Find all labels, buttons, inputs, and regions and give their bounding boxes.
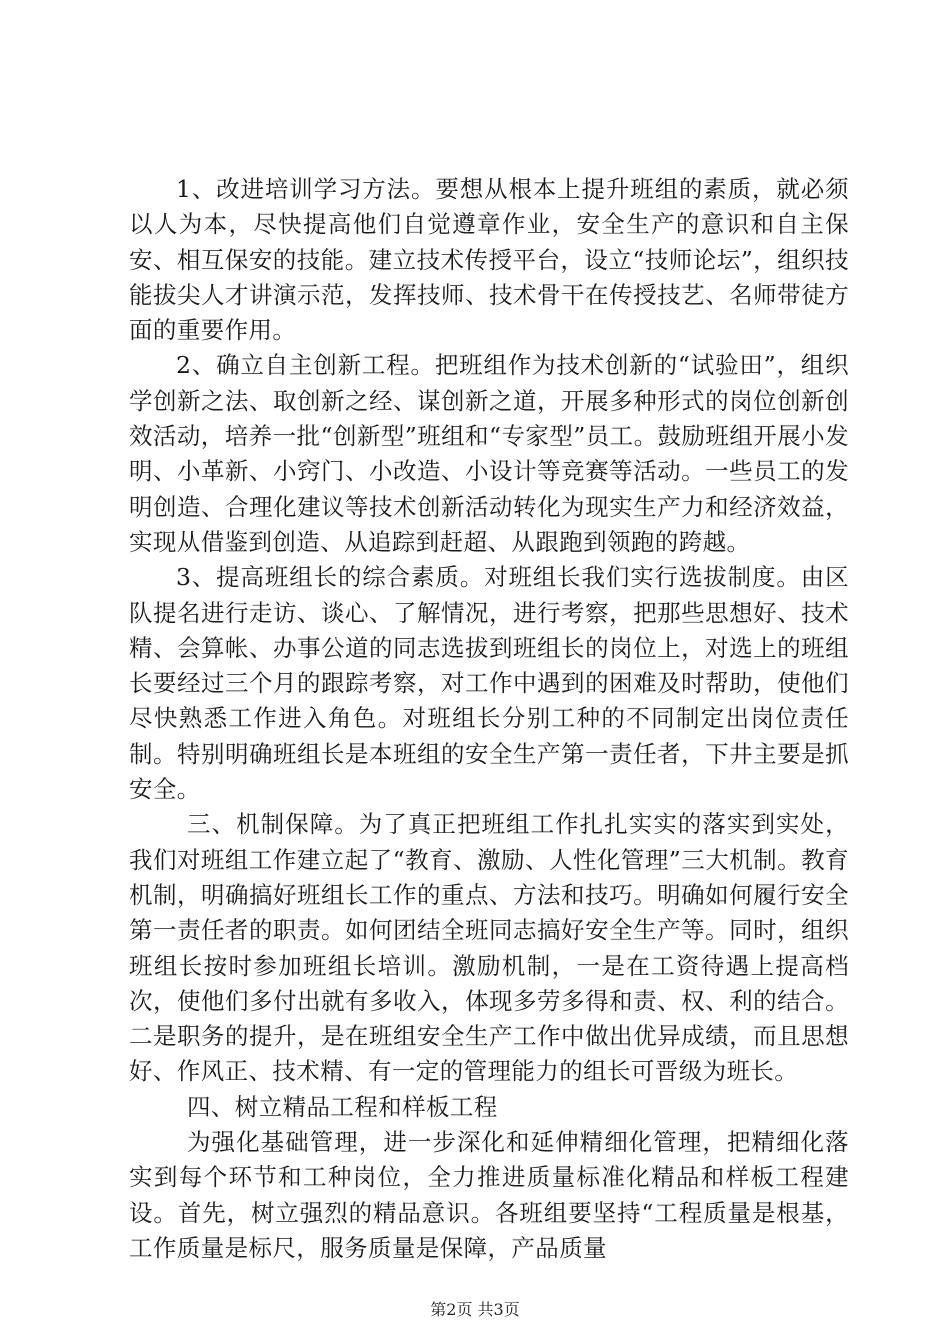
section-heading-quality-projects: 四、树立精品工程和样板工程 [187, 1092, 498, 1121]
paragraph-mechanism-guarantee: 三、机制保障。为了真正把班组工作扎扎实实的落实到实处，我们对班组工作建立起了“教育、激励、人性化管理”三大机制。教育机制，明确搞好班组长工作的重点、方法和技巧。明确如何履行安全第一责任者的职责。如何团结全班同志搞好安全生产等。同时，组织班组长按时参加班组长培训。激励机制，一是在工资待遇上提高档次，使他们多付出就有多收入，体现多劳多得和责、权、利的结合。二是职务的提升，是在班组安全生产工作中做出优异成绩，而且思想好、作风正、技术精、有一定的管理能力的组长可晋级为班长。 [129, 810, 849, 1086]
paragraph-team-leader-quality: 3、提高班组长的综合素质。对班组长我们实行选拔制度。由区队提名进行走访、谈心、了解情况，进行考察，把那些思想好、技术精、会算帐、办事公道的同志选拔到班组长的岗位上，对选上的班组长要经过三个月的跟踪考察，对工作中遇到的困难及时帮助，使他们尽快熟悉工作进入角色。对班组长分别工种的不同制定出岗位责任制。特别明确班组长是本班组的安全生产第一责任者，下井主要是抓安全。 [129, 563, 849, 804]
page-footer: 第2页 共3页 [430, 1300, 520, 1319]
document-body [129, 172, 849, 1266]
paragraph-training-methods: 1、改进培训学习方法。要想从根本上提升班组的素质，就必须以人为本，尽快提高他们自觉遵章作业，安全生产的意识和自主保安、相互保安的技能。建立技术传授平台，设立“技师论坛”，组织技能拔尖人才讲演示范，发挥技师、技术骨干在传授技艺、名师带徒方面的重要作用。 [129, 175, 849, 345]
paragraph-fine-management: 为强化基础管理，进一步深化和延伸精细化管理，把精细化落实到每个环节和工种岗位，全力推进质量标准化精品和样板工程建设。首先，树立强烈的精品意识。各班组要坚持“工程质量是根基，工作质量是标尺，服务质量是保障，产品质量 [129, 1128, 849, 1262]
paragraph-innovation-project: 2、确立自主创新工程。把班组作为技术创新的“试验田”，组织学创新之法、取创新之经、谋创新之道，开展多种形式的岗位创新创效活动，培养一批“创新型”班组和“专家型”员工。鼓励班组开展小发明、小革新、小窍门、小改造、小设计等竞赛等活动。一些员工的发明创造、合理化建议等技术创新活动转化为现实生产力和经济效益，实现从借鉴到创造、从追踪到赶超、从跟跑到领跑的跨越。 [129, 351, 849, 556]
